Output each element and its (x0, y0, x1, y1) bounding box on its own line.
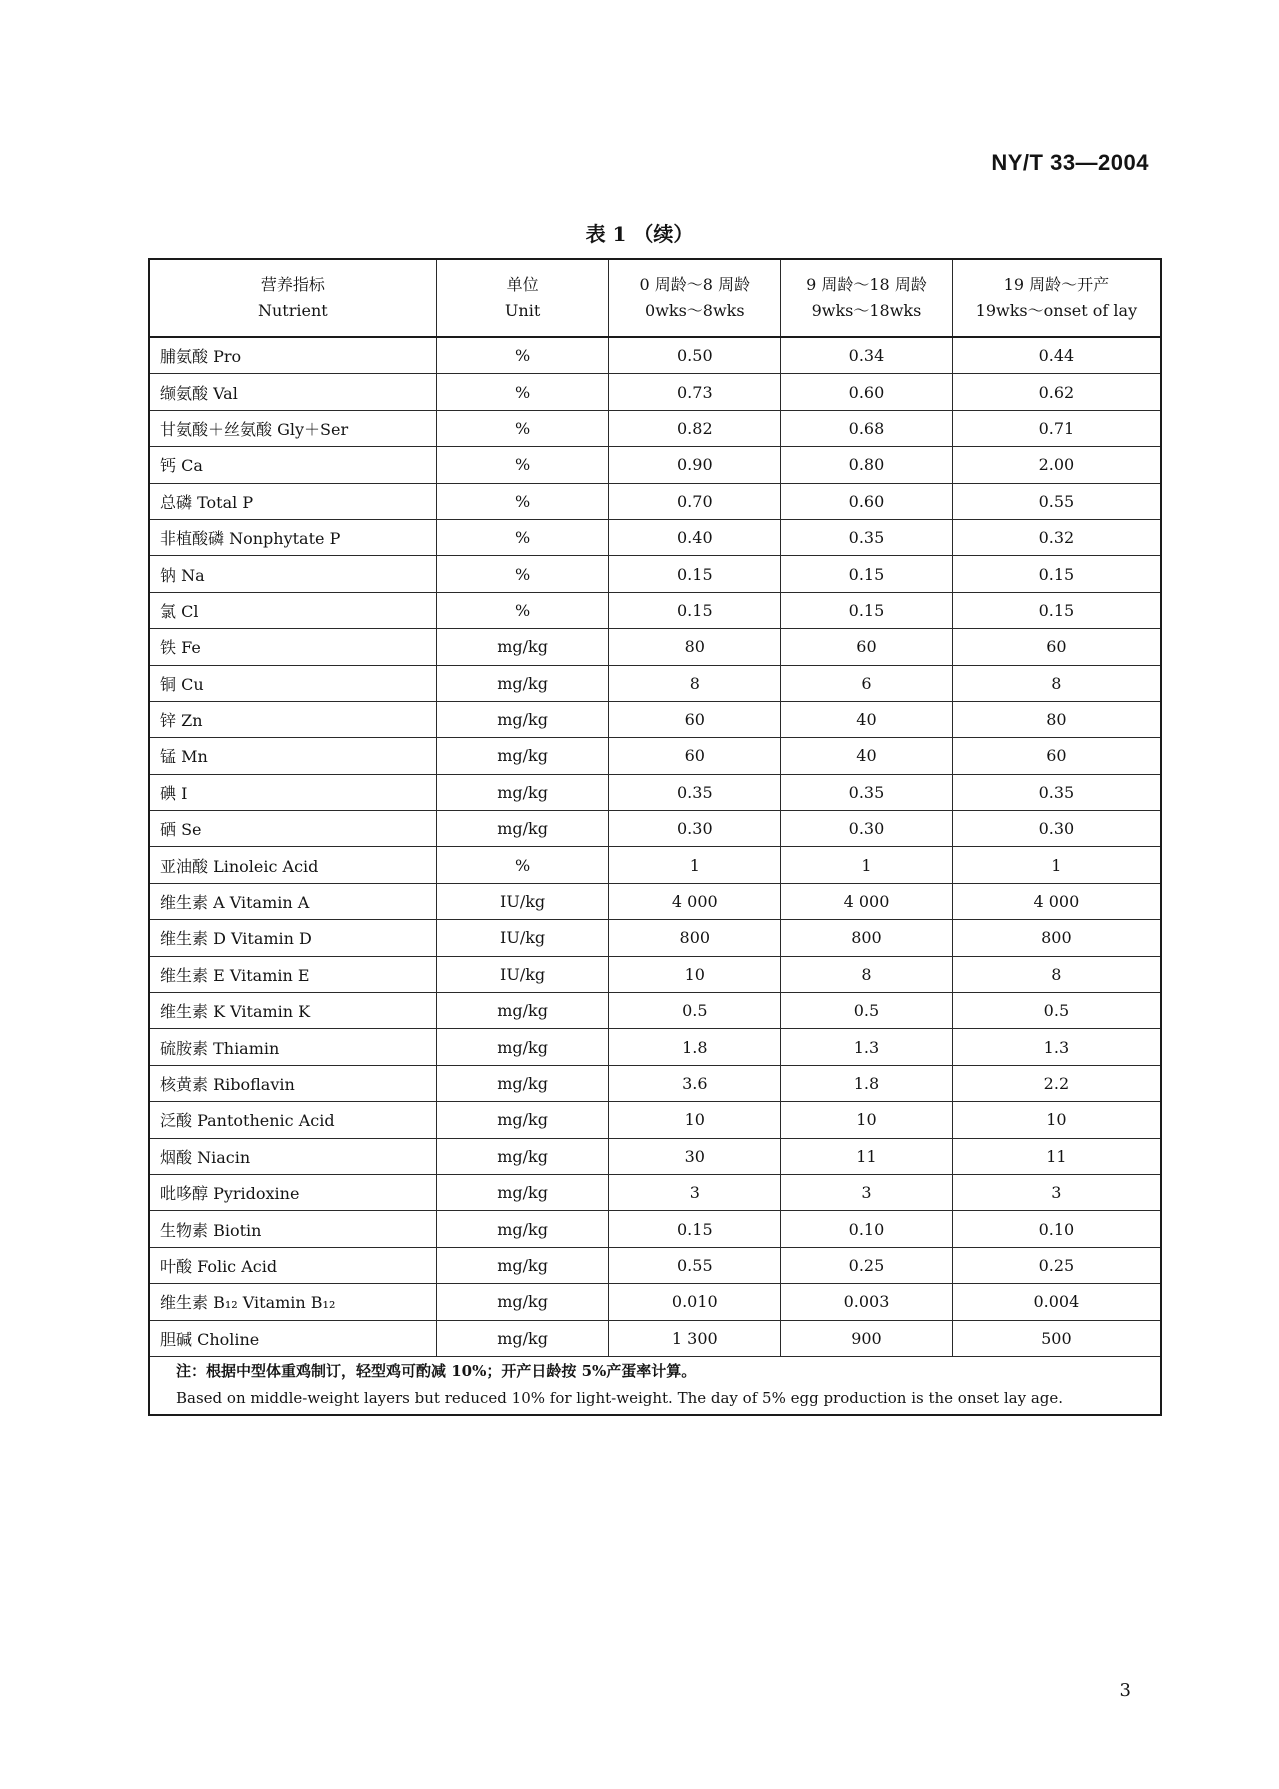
value-9-18wks-cell: 10 (781, 1102, 953, 1138)
nutrient-cell: 铜 Cu (149, 665, 436, 701)
table-row (149, 956, 1161, 992)
unit-cell: % (436, 410, 609, 446)
note-english: Based on middle-weight layers but reduced 10% for light-weight. The day of 5% egg production is the onset lay age. (176, 1389, 1064, 1408)
value-19wks-onset-cell: 0.15 (952, 556, 1161, 592)
value-0-8wks-cell: 0.30 (609, 811, 781, 847)
unit-cell: mg/kg (436, 774, 609, 810)
nutrient-cell: 锰 Mn (149, 738, 436, 774)
table-note-row (149, 1356, 1161, 1415)
nutrient-cell: 核黄素 Riboflavin (149, 1065, 436, 1101)
column-header-en: Nutrient (258, 301, 328, 320)
standard-code: NY/T 33—2004 (991, 150, 1149, 175)
unit-cell: mg/kg (436, 1174, 609, 1210)
value-0-8wks-cell: 60 (609, 738, 781, 774)
value-0-8wks-cell: 8 (609, 665, 781, 701)
column-header-zh: 19 周龄～开产 (1003, 275, 1110, 294)
value-9-18wks-cell: 0.35 (781, 519, 953, 555)
nutrient-cell: 泛酸 Pantothenic Acid (149, 1102, 436, 1138)
table-row (149, 1284, 1161, 1320)
value-0-8wks-cell: 0.40 (609, 519, 781, 555)
value-0-8wks-cell: 0.73 (609, 374, 781, 410)
column-header-zh: 单位 (506, 275, 539, 294)
value-9-18wks-cell: 60 (781, 629, 953, 665)
nutrient-cell: 硒 Se (149, 811, 436, 847)
value-19wks-onset-cell: 8 (952, 956, 1161, 992)
nutrient-table (148, 258, 1162, 1416)
table-row (149, 847, 1161, 883)
value-9-18wks-cell: 1.8 (781, 1065, 953, 1101)
table-row (149, 1320, 1161, 1356)
table-row (149, 993, 1161, 1029)
column-header-en: 0wks～8wks (645, 301, 745, 320)
table-note (149, 1356, 1161, 1415)
value-19wks-onset-cell: 0.25 (952, 1247, 1161, 1283)
unit-cell: mg/kg (436, 811, 609, 847)
unit-cell: % (436, 483, 609, 519)
value-9-18wks-cell: 40 (781, 738, 953, 774)
value-19wks-onset-cell: 4 000 (952, 883, 1161, 919)
unit-cell: mg/kg (436, 1284, 609, 1320)
table-row (149, 738, 1161, 774)
value-9-18wks-cell: 6 (781, 665, 953, 701)
nutrient-cell: 维生素 A Vitamin A (149, 883, 436, 919)
nutrient-cell: 钙 Ca (149, 447, 436, 483)
nutrient-cell: 钠 Na (149, 556, 436, 592)
table-row (149, 629, 1161, 665)
table-row (149, 1138, 1161, 1174)
value-19wks-onset-cell: 60 (952, 629, 1161, 665)
column-header-unit (436, 259, 609, 337)
value-19wks-onset-cell: 8 (952, 665, 1161, 701)
value-19wks-onset-cell: 1 (952, 847, 1161, 883)
nutrient-cell: 总磷 Total P (149, 483, 436, 519)
value-9-18wks-cell: 40 (781, 701, 953, 737)
value-0-8wks-cell: 0.55 (609, 1247, 781, 1283)
value-9-18wks-cell: 11 (781, 1138, 953, 1174)
column-header-zh: 9 周龄～18 周龄 (806, 275, 927, 294)
value-9-18wks-cell: 0.15 (781, 556, 953, 592)
value-19wks-onset-cell: 10 (952, 1102, 1161, 1138)
value-0-8wks-cell: 0.50 (609, 337, 781, 374)
value-0-8wks-cell: 0.010 (609, 1284, 781, 1320)
value-19wks-onset-cell: 0.35 (952, 774, 1161, 810)
unit-cell: % (436, 337, 609, 374)
unit-cell: mg/kg (436, 1065, 609, 1101)
value-19wks-onset-cell: 2.2 (952, 1065, 1161, 1101)
table-row (149, 1102, 1161, 1138)
table-row (149, 483, 1161, 519)
unit-cell: mg/kg (436, 1320, 609, 1356)
value-19wks-onset-cell: 0.32 (952, 519, 1161, 555)
value-0-8wks-cell: 0.15 (609, 1211, 781, 1247)
value-19wks-onset-cell: 0.30 (952, 811, 1161, 847)
value-19wks-onset-cell: 0.15 (952, 592, 1161, 628)
table-row (149, 592, 1161, 628)
column-header-en: 19wks～onset of lay (975, 301, 1138, 320)
value-19wks-onset-cell: 500 (952, 1320, 1161, 1356)
page-number: 3 (1119, 1680, 1131, 1701)
nutrient-cell: 铁 Fe (149, 629, 436, 665)
value-9-18wks-cell: 4 000 (781, 883, 953, 919)
nutrient-cell: 甘氨酸＋丝氨酸 Gly＋Ser (149, 410, 436, 446)
value-9-18wks-cell: 0.5 (781, 993, 953, 1029)
unit-cell: mg/kg (436, 1138, 609, 1174)
value-19wks-onset-cell: 0.62 (952, 374, 1161, 410)
nutrient-cell: 维生素 B₁₂ Vitamin B₁₂ (149, 1284, 436, 1320)
value-9-18wks-cell: 0.10 (781, 1211, 953, 1247)
value-19wks-onset-cell: 3 (952, 1174, 1161, 1210)
column-header-nutrient (149, 259, 436, 337)
table-row (149, 519, 1161, 555)
unit-cell: mg/kg (436, 701, 609, 737)
value-0-8wks-cell: 30 (609, 1138, 781, 1174)
value-9-18wks-cell: 0.80 (781, 447, 953, 483)
value-9-18wks-cell: 1.3 (781, 1029, 953, 1065)
unit-cell: mg/kg (436, 1102, 609, 1138)
table-row (149, 337, 1161, 374)
unit-cell: mg/kg (436, 665, 609, 701)
value-0-8wks-cell: 0.90 (609, 447, 781, 483)
unit-cell: IU/kg (436, 956, 609, 992)
nutrient-cell: 胆碱 Choline (149, 1320, 436, 1356)
nutrient-cell: 维生素 E Vitamin E (149, 956, 436, 992)
value-9-18wks-cell: 0.60 (781, 483, 953, 519)
value-0-8wks-cell: 800 (609, 920, 781, 956)
value-0-8wks-cell: 80 (609, 629, 781, 665)
value-9-18wks-cell: 8 (781, 956, 953, 992)
table-row (149, 556, 1161, 592)
value-0-8wks-cell: 10 (609, 1102, 781, 1138)
table-row (149, 1065, 1161, 1101)
unit-cell: mg/kg (436, 738, 609, 774)
value-9-18wks-cell: 0.35 (781, 774, 953, 810)
value-0-8wks-cell: 0.15 (609, 592, 781, 628)
unit-cell: mg/kg (436, 1247, 609, 1283)
value-0-8wks-cell: 0.82 (609, 410, 781, 446)
nutrient-cell: 锌 Zn (149, 701, 436, 737)
value-19wks-onset-cell: 60 (952, 738, 1161, 774)
nutrient-cell: 硫胺素 Thiamin (149, 1029, 436, 1065)
nutrient-cell: 缬氨酸 Val (149, 374, 436, 410)
nutrient-cell: 脯氨酸 Pro (149, 337, 436, 374)
table-row (149, 665, 1161, 701)
value-19wks-onset-cell: 0.5 (952, 993, 1161, 1029)
value-0-8wks-cell: 0.5 (609, 993, 781, 1029)
value-9-18wks-cell: 0.34 (781, 337, 953, 374)
value-0-8wks-cell: 10 (609, 956, 781, 992)
unit-cell: % (436, 519, 609, 555)
table-row (149, 447, 1161, 483)
value-19wks-onset-cell: 0.55 (952, 483, 1161, 519)
unit-cell: % (436, 447, 609, 483)
value-9-18wks-cell: 3 (781, 1174, 953, 1210)
table-row (149, 920, 1161, 956)
value-0-8wks-cell: 4 000 (609, 883, 781, 919)
unit-cell: IU/kg (436, 883, 609, 919)
column-header-zh: 0 周龄～8 周龄 (639, 275, 751, 294)
value-9-18wks-cell: 0.60 (781, 374, 953, 410)
table-row (149, 1029, 1161, 1065)
unit-cell: mg/kg (436, 993, 609, 1029)
value-0-8wks-cell: 3.6 (609, 1065, 781, 1101)
value-0-8wks-cell: 3 (609, 1174, 781, 1210)
nutrient-cell: 维生素 D Vitamin D (149, 920, 436, 956)
nutrient-cell: 生物素 Biotin (149, 1211, 436, 1247)
table-row (149, 1247, 1161, 1283)
value-0-8wks-cell: 0.70 (609, 483, 781, 519)
value-9-18wks-cell: 0.30 (781, 811, 953, 847)
value-19wks-onset-cell: 0.71 (952, 410, 1161, 446)
value-9-18wks-cell: 0.68 (781, 410, 953, 446)
value-9-18wks-cell: 900 (781, 1320, 953, 1356)
unit-cell: % (436, 847, 609, 883)
table-row (149, 701, 1161, 737)
value-19wks-onset-cell: 2.00 (952, 447, 1161, 483)
column-header-9-18wks (781, 259, 953, 337)
column-header-19wks-onset (952, 259, 1161, 337)
value-9-18wks-cell: 1 (781, 847, 953, 883)
value-0-8wks-cell: 0.15 (609, 556, 781, 592)
value-19wks-onset-cell: 1.3 (952, 1029, 1161, 1065)
column-header-en: Unit (504, 301, 541, 320)
value-9-18wks-cell: 800 (781, 920, 953, 956)
nutrient-cell: 氯 Cl (149, 592, 436, 628)
value-9-18wks-cell: 0.003 (781, 1284, 953, 1320)
value-19wks-onset-cell: 0.44 (952, 337, 1161, 374)
column-header-0-8wks (609, 259, 781, 337)
value-0-8wks-cell: 60 (609, 701, 781, 737)
nutrient-cell: 叶酸 Folic Acid (149, 1247, 436, 1283)
nutrient-cell: 吡哆醇 Pyridoxine (149, 1174, 436, 1210)
value-19wks-onset-cell: 11 (952, 1138, 1161, 1174)
nutrient-cell: 碘 I (149, 774, 436, 810)
note-chinese: 注：根据中型体重鸡制订，轻型鸡可酌减 10%；开产日龄按 5%产蛋率计算。 (176, 1362, 697, 1381)
value-0-8wks-cell: 1.8 (609, 1029, 781, 1065)
table-header-row (149, 259, 1161, 337)
column-header-en: 9wks～18wks (811, 301, 922, 320)
table-title: 表 1 （续） (585, 222, 694, 246)
value-0-8wks-cell: 1 300 (609, 1320, 781, 1356)
value-19wks-onset-cell: 0.10 (952, 1211, 1161, 1247)
table-body (149, 337, 1161, 1356)
value-19wks-onset-cell: 80 (952, 701, 1161, 737)
table-row (149, 811, 1161, 847)
value-0-8wks-cell: 1 (609, 847, 781, 883)
unit-cell: mg/kg (436, 1211, 609, 1247)
table-row (149, 883, 1161, 919)
column-header-zh: 营养指标 (260, 275, 325, 294)
nutrient-cell: 烟酸 Niacin (149, 1138, 436, 1174)
table-row (149, 410, 1161, 446)
table-row (149, 1174, 1161, 1210)
unit-cell: mg/kg (436, 1029, 609, 1065)
table-row (149, 774, 1161, 810)
value-0-8wks-cell: 0.35 (609, 774, 781, 810)
table-row (149, 374, 1161, 410)
unit-cell: % (436, 374, 609, 410)
value-19wks-onset-cell: 0.004 (952, 1284, 1161, 1320)
value-9-18wks-cell: 0.15 (781, 592, 953, 628)
value-9-18wks-cell: 0.25 (781, 1247, 953, 1283)
value-19wks-onset-cell: 800 (952, 920, 1161, 956)
unit-cell: % (436, 592, 609, 628)
nutrient-cell: 维生素 K Vitamin K (149, 993, 436, 1029)
table-row (149, 1211, 1161, 1247)
unit-cell: IU/kg (436, 920, 609, 956)
unit-cell: mg/kg (436, 629, 609, 665)
nutrient-cell: 非植酸磷 Nonphytate P (149, 519, 436, 555)
unit-cell: % (436, 556, 609, 592)
nutrient-cell: 亚油酸 Linoleic Acid (149, 847, 436, 883)
